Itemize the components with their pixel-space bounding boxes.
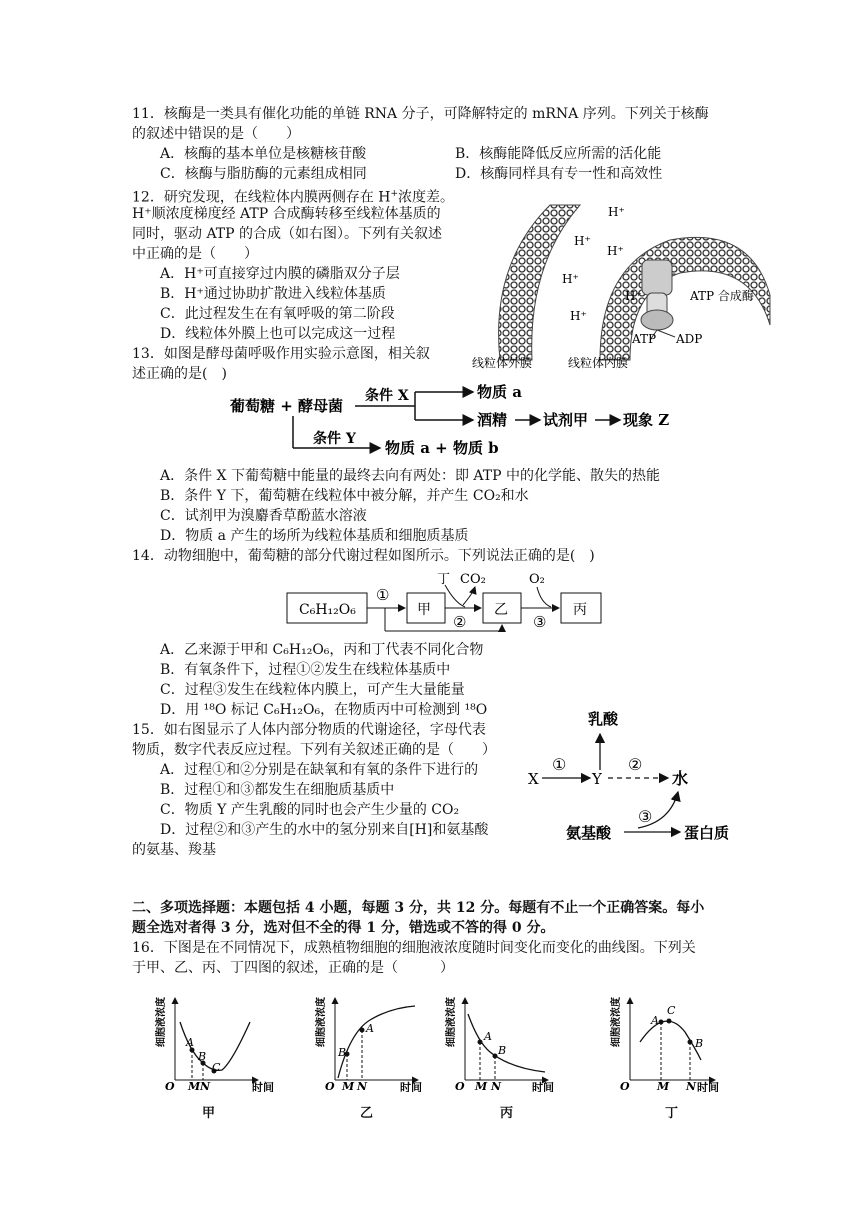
q15-stem-2: 物质，数字代表反应过程。下列有关叙述正确的是（ ） <box>132 742 496 758</box>
q12-option-d[interactable]: D．线粒体外膜上也可以完成这一过程 <box>160 326 396 342</box>
phenomenon-z-label: 现象 Z <box>623 411 670 429</box>
q12-option-b[interactable]: B．H⁺通过协助扩散进入线粒体基质 <box>160 286 386 302</box>
step-1-label: ① <box>552 755 567 774</box>
point-c: C <box>212 1061 221 1074</box>
adp-label: ADP <box>676 332 703 346</box>
q12-stem-3: 同时，驱动 ATP 的合成（如右图）。下列有关叙述 <box>132 226 443 242</box>
q12-option-a[interactable]: A．H⁺可直接穿过内膜的磷脂双分子层 <box>160 266 400 282</box>
caption-yi: 乙 <box>360 1106 374 1121</box>
point-a: A <box>651 1014 659 1027</box>
y-label: Y <box>592 770 602 788</box>
h-ion-5: H⁺ <box>607 244 624 258</box>
x-axis-label: 时间 <box>252 1081 274 1092</box>
h-ion-6: H⁺ <box>625 289 642 303</box>
q15-option-b[interactable]: B．过程①和③都发生在细胞质基质中 <box>160 782 395 798</box>
q13-stem-1: 13．如图是酵母菌呼吸作用实验示意图，相关叙 <box>132 346 430 362</box>
step-3-label: ③ <box>638 807 653 826</box>
jia-label: 甲 <box>417 602 431 618</box>
yeast-respiration-diagram <box>225 378 675 458</box>
q11-stem-1: 11．核酶是一类具有催化功能的单链 RNA 分子，可降解特定的 mRNA 序列。下列关于核酶 <box>132 106 709 122</box>
point-m: M <box>342 1080 355 1092</box>
water-label: 水 <box>672 769 689 788</box>
alcohol-label: 酒精 <box>477 411 508 429</box>
graph-yi <box>310 992 450 1092</box>
inner-membrane-label: 线粒体内膜 <box>568 356 629 370</box>
point-c: C <box>667 1004 676 1017</box>
q14-option-d[interactable]: D．用 ¹⁸O 标记 C₆H₁₂O₆，在物质丙中可检测到 ¹⁸O <box>160 702 488 718</box>
glucose-label: C₆H₁₂O₆ <box>299 602 356 618</box>
x-axis-label: 时间 <box>697 1081 719 1092</box>
y-axis-label: 细胞液浓度 <box>156 997 167 1047</box>
q12-option-c[interactable]: C．此过程发生在有氧呼吸的第二阶段 <box>160 306 395 322</box>
step-3-label: ③ <box>533 613 547 631</box>
q11-stem-2: 的叙述中错误的是（ ） <box>132 126 300 142</box>
origin-label: O <box>325 1080 335 1092</box>
bing-label: 丙 <box>573 602 587 618</box>
q16-stem-1: 16．下图是在不同情况下，成熟植物细胞的细胞液浓度随时间变化而变化的曲线图。下列关 <box>132 940 696 956</box>
q15-option-c[interactable]: C．物质 Y 产生乳酸的同时也会产生少量的 CO₂ <box>160 802 460 818</box>
q11-option-c[interactable]: C．核酶与脂肪酶的元素组成相同 <box>160 166 367 182</box>
h-ion-2: H⁺ <box>562 272 579 286</box>
point-m: M <box>657 1080 670 1092</box>
graph-ding <box>605 992 745 1092</box>
caption-bing: 丙 <box>500 1106 514 1121</box>
q12-stem-1: 12．研究发现，在线粒体内膜两侧存在 H+浓度差。 <box>132 189 455 206</box>
q15-option-d-cont: 的氨基、羧基 <box>132 842 216 858</box>
graph-bing <box>440 992 580 1092</box>
q13-option-a[interactable]: A．条件 X 下葡萄糖中能量的最终去向有两处：即 ATP 中的化学能、散失的热能 <box>160 468 660 484</box>
yi-label: 乙 <box>494 602 508 618</box>
q14-option-c[interactable]: C．过程③发生在线粒体内膜上，可产生大量能量 <box>160 682 465 698</box>
step-2-label: ② <box>453 613 467 631</box>
x-axis-label: 时间 <box>532 1081 554 1092</box>
origin-label: O <box>165 1080 175 1092</box>
point-a: A <box>366 1022 374 1035</box>
protein-label: 蛋白质 <box>684 824 730 842</box>
h-ion-1: H⁺ <box>574 234 591 248</box>
point-b: B <box>198 1050 207 1063</box>
y-axis-label: 细胞液浓度 <box>611 997 622 1047</box>
x-axis-label: 时间 <box>400 1081 422 1092</box>
matter-ab-label: 物质 a + 物质 b <box>385 439 499 457</box>
point-b: B <box>338 1046 347 1059</box>
y-axis-label: 细胞液浓度 <box>316 997 327 1047</box>
q15-option-d[interactable]: D．过程②和③产生的水中的氢分别来自[H]和氨基酸 <box>160 822 489 838</box>
origin-label: O <box>455 1080 465 1092</box>
point-n: N <box>491 1080 502 1092</box>
q12-stem-4: 中正确的是（ ） <box>132 246 258 262</box>
q14-option-a[interactable]: A．乙来源于甲和 C₆H₁₂O₆，丙和丁代表不同化合物 <box>160 642 484 658</box>
point-b: B <box>498 1044 507 1057</box>
h-ion-3: H⁺ <box>608 205 625 219</box>
y-axis-label: 细胞液浓度 <box>446 997 457 1047</box>
point-m: M <box>188 1080 201 1092</box>
section-2-heading-2: 题全选对者得 3 分，选对但不全的得 1 分，错选或不答的得 0 分。 <box>132 920 555 936</box>
glucose-metabolism-diagram <box>285 565 605 633</box>
q15-option-a[interactable]: A．过程①和②分别是在缺氧和有氧的条件下进行的 <box>160 762 479 778</box>
mitochondria-figure <box>470 185 780 370</box>
atp-label: ATP <box>632 332 657 346</box>
condition-y-label: 条件 Y <box>313 431 356 447</box>
q11-option-d[interactable]: D．核酶同样具有专一性和高效性 <box>455 166 663 182</box>
glucose-yeast-label: 葡萄糖 + 酵母菌 <box>230 397 344 415</box>
caption-ding: 丁 <box>665 1106 679 1121</box>
point-a: A <box>484 1030 492 1043</box>
point-n: N <box>686 1080 697 1092</box>
q11-option-a[interactable]: A．核酶的基本单位是核糖核苷酸 <box>160 146 367 162</box>
q14-option-b[interactable]: B．有氧条件下，过程①②发生在线粒体基质中 <box>160 662 451 678</box>
atp-synthase-label: ATP 合成酶 <box>690 289 754 303</box>
reagent-label: 试剂甲 <box>543 411 589 429</box>
matter-a-label: 物质 a <box>477 383 522 401</box>
h-ion-4: H⁺ <box>570 309 587 323</box>
q13-option-b[interactable]: B．条件 Y 下，葡萄糖在线粒体中被分解，并产生 CO₂和水 <box>160 488 529 504</box>
q14-stem: 14．动物细胞中，葡萄糖的部分代谢过程如图所示。下列说法正确的是( ) <box>132 548 595 564</box>
condition-x-label: 条件 X <box>365 388 409 404</box>
amino-acid-label: 氨基酸 <box>566 824 612 842</box>
point-n: N <box>357 1080 368 1092</box>
lactic-acid-label: 乳酸 <box>588 710 619 728</box>
q13-option-c[interactable]: C．试剂甲为溴麝香草酚蓝水溶液 <box>160 508 367 524</box>
section-2-heading-1: 二、多项选择题：本题包括 4 小题，每题 3 分，共 12 分。每题有不止一个正确答案。每小 <box>132 900 705 916</box>
graph-jia <box>150 992 290 1092</box>
outer-membrane-label: 线粒体外膜 <box>472 356 533 370</box>
step-2-label: ② <box>628 755 643 774</box>
q11-option-b[interactable]: B．核酶能降低反应所需的活化能 <box>455 146 662 162</box>
point-m: M <box>475 1080 488 1092</box>
q13-stem-2: 述正确的是( ) <box>132 366 227 382</box>
point-n: N <box>200 1080 211 1092</box>
q12-stem-2: H⁺顺浓度梯度经 ATP 合成酶转移至线粒体基质的 <box>132 206 441 222</box>
q13-option-d[interactable]: D．物质 a 产生的场所为线粒体基质和细胞质基质 <box>160 528 469 544</box>
q16-stem-2: 于甲、乙、丙、丁四图的叙述，正确的是（ ） <box>132 960 454 976</box>
point-b: B <box>695 1037 704 1050</box>
metabolism-pathway-diagram <box>520 700 760 850</box>
atp-synthase <box>641 260 675 340</box>
caption-jia: 甲 <box>202 1106 216 1121</box>
co2-label: CO₂ <box>460 572 486 587</box>
o2-label: O₂ <box>529 572 545 587</box>
x-label: X <box>528 770 539 788</box>
ding-label: 丁 <box>437 572 451 587</box>
step-1-label: ① <box>376 586 390 604</box>
point-a: A <box>186 1036 194 1049</box>
q15-stem-1: 15．如右图显示了人体内部分物质的代谢途径，字母代表 <box>132 722 486 738</box>
origin-label: O <box>620 1080 630 1092</box>
